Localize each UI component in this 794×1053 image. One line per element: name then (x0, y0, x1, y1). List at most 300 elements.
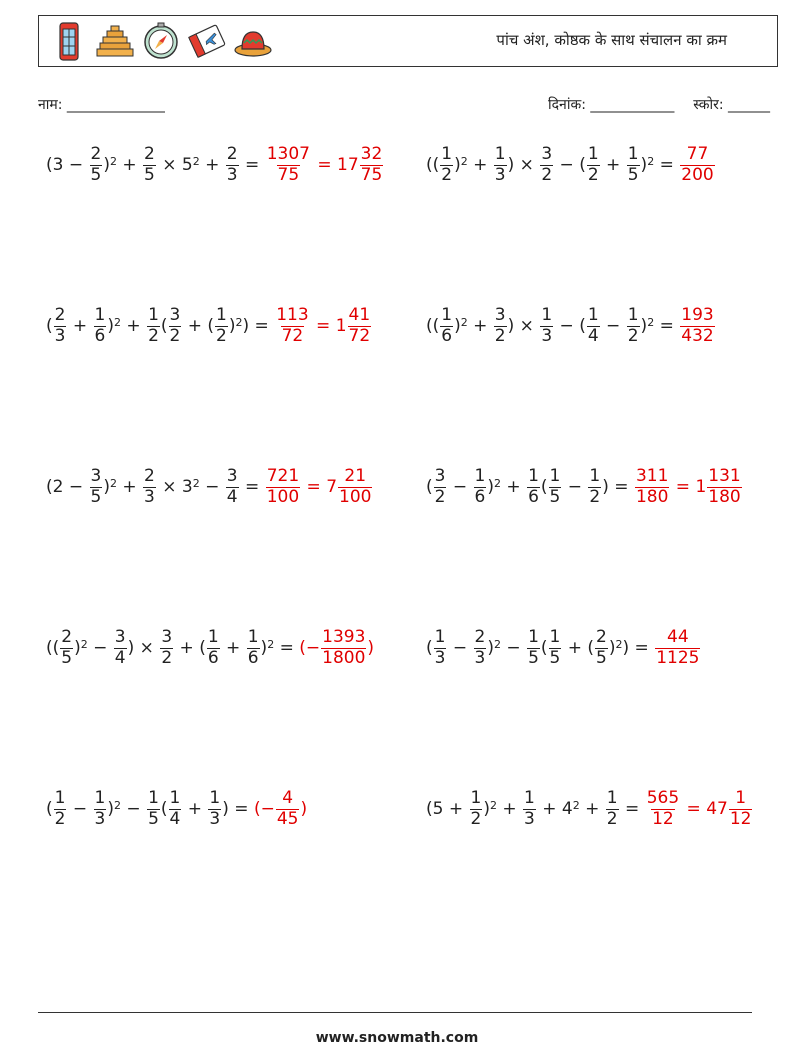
expr-text: − ( (554, 316, 586, 337)
expr-text: = (654, 155, 680, 176)
fraction (729, 790, 753, 829)
denominator: 2 (541, 164, 553, 185)
numerator: 1 (209, 788, 221, 808)
fraction (247, 629, 260, 668)
problem-8 (426, 629, 701, 668)
answer-expression (634, 468, 743, 507)
numerator: 1 (494, 144, 506, 164)
denominator: 72 (281, 325, 304, 346)
fraction (266, 468, 300, 507)
denominator: 6 (474, 486, 486, 507)
denominator: 2 (161, 647, 173, 668)
date-score-fields (548, 95, 770, 114)
problem-6 (426, 468, 743, 507)
answer-expression (679, 146, 715, 185)
score-field: स्कोर: ______ (693, 97, 770, 113)
fraction (655, 629, 700, 668)
denominator: 2 (441, 164, 453, 185)
phone-booth-icon (49, 20, 89, 62)
denominator: 180 (635, 486, 669, 507)
fraction (215, 307, 228, 346)
numerator: 1 (207, 627, 219, 647)
numerator: 1 (735, 788, 747, 808)
exponent: 2 (494, 637, 501, 651)
numerator: 1 (441, 144, 453, 164)
expr-text: ) (640, 316, 648, 337)
denominator: 5 (627, 164, 639, 185)
numerator: 2 (474, 627, 486, 647)
question-expression (426, 790, 645, 829)
numerator: 3 (494, 305, 506, 325)
numerator: 1 (148, 788, 159, 808)
numerator: 193 (681, 305, 714, 325)
fraction (321, 629, 366, 668)
numerator: 113 (276, 305, 309, 325)
fraction (527, 629, 540, 668)
expr-text: − (67, 799, 93, 820)
denominator: 5 (549, 486, 561, 507)
expr-text: − (447, 638, 473, 659)
denominator: 3 (524, 808, 535, 829)
expr-text: ) (103, 477, 110, 498)
pyramid-icon (95, 20, 135, 62)
expr-text: ( (540, 638, 548, 659)
fraction (276, 790, 300, 829)
header-icons (49, 20, 273, 62)
problem-2 (426, 146, 716, 185)
exponent: 2 (235, 315, 243, 329)
expr-text: ) (454, 155, 461, 176)
fraction (94, 790, 107, 829)
denominator: 2 (606, 808, 618, 829)
fraction (226, 146, 239, 185)
expr-text: − ( (554, 155, 586, 176)
expr-text: × 3 (156, 477, 193, 498)
denominator: 5 (528, 647, 539, 668)
denominator: 2 (587, 164, 599, 185)
fraction (540, 307, 553, 346)
denominator: 432 (681, 325, 714, 346)
answer-expression (265, 146, 385, 185)
numerator: 1307 (266, 144, 310, 164)
expr-text: ) (454, 316, 461, 337)
expr-text: = 47 (681, 799, 728, 820)
question-expression (426, 629, 654, 668)
expr-text: + (501, 477, 527, 498)
fraction (54, 790, 67, 829)
fraction (627, 307, 640, 346)
expr-text: − (121, 799, 147, 820)
expr-text: ) (487, 638, 494, 659)
expr-text: + (467, 155, 493, 176)
fraction (494, 146, 507, 185)
fraction (595, 629, 608, 668)
numerator: 1 (528, 466, 539, 486)
numerator: 3 (226, 466, 238, 486)
expr-text: ) (103, 155, 110, 176)
expr-text: ) (367, 638, 375, 659)
fraction (588, 468, 601, 507)
expr-text: ) = (602, 477, 634, 498)
numerator: 1 (434, 627, 446, 647)
expr-text: − (87, 638, 113, 659)
question-expression (46, 468, 265, 507)
expr-text: + 4 (536, 799, 573, 820)
fraction (474, 468, 487, 507)
fraction (440, 307, 453, 346)
exponent: 2 (647, 154, 655, 168)
expr-text: ) (483, 799, 490, 820)
expr-text: + (220, 638, 246, 659)
numerator: 1 (94, 788, 106, 808)
fraction (160, 629, 173, 668)
expr-text: ( (46, 316, 53, 337)
question-expression (426, 307, 679, 346)
question-expression (46, 629, 299, 668)
expr-text: ( (160, 799, 168, 820)
fraction (60, 629, 73, 668)
denominator: 4 (226, 486, 238, 507)
numerator: 2 (226, 144, 238, 164)
numerator: 77 (686, 144, 709, 164)
problem-3 (46, 307, 372, 346)
numerator: 44 (667, 627, 689, 647)
expr-text: (3 − (46, 155, 89, 176)
numerator: 565 (646, 788, 680, 808)
fraction (707, 468, 741, 507)
expr-text: (( (426, 316, 440, 337)
expr-text: = (274, 638, 300, 659)
expr-text: + ( (182, 316, 215, 337)
fraction (90, 146, 103, 185)
expr-text: − (199, 477, 225, 498)
fraction (348, 307, 372, 346)
numerator: 21 (344, 466, 367, 486)
numerator: 311 (635, 466, 669, 486)
fraction (606, 790, 619, 829)
problem-9 (46, 790, 307, 829)
denominator: 4 (169, 808, 181, 829)
denominator: 2 (148, 325, 159, 346)
expr-text: − (501, 638, 527, 659)
problem-10 (426, 790, 753, 829)
expr-text: (− (253, 799, 275, 820)
numerator: 41 (348, 305, 371, 325)
numerator: 2 (54, 305, 66, 325)
expr-text: (( (426, 155, 440, 176)
exponent: 2 (192, 154, 200, 168)
fraction (207, 629, 220, 668)
exponent: 2 (192, 476, 200, 490)
expr-text: + (116, 477, 143, 498)
numerator: 4 (282, 788, 294, 808)
answer-expression (679, 307, 715, 346)
numerator: 1 (94, 305, 106, 325)
expr-text: ) = (622, 638, 655, 659)
expr-text: ) (487, 477, 494, 498)
denominator: 180 (708, 486, 741, 507)
numerator: 1 (627, 144, 639, 164)
fraction (527, 468, 540, 507)
numerator: 1393 (322, 627, 366, 647)
numerator: 1 (441, 305, 453, 325)
numerator: 2 (596, 627, 607, 647)
sombrero-icon (233, 20, 273, 62)
numerator: 1 (247, 627, 259, 647)
denominator: 3 (54, 325, 66, 346)
fraction (680, 307, 714, 346)
fraction (540, 146, 553, 185)
denominator: 45 (276, 808, 299, 829)
denominator: 2 (434, 486, 446, 507)
question-expression (426, 146, 679, 185)
numerator: 2 (144, 466, 155, 486)
denominator: 12 (729, 808, 752, 829)
denominator: 100 (339, 486, 372, 507)
fraction (440, 146, 453, 185)
denominator: 6 (528, 486, 539, 507)
denominator: 5 (596, 647, 607, 668)
denominator: 5 (90, 486, 102, 507)
fraction (114, 629, 127, 668)
fraction (627, 146, 640, 185)
denominator: 2 (589, 486, 601, 507)
question-expression (426, 468, 634, 507)
denominator: 72 (348, 325, 371, 346)
expr-text: = 17 (311, 155, 359, 176)
expr-text: (− (299, 638, 321, 659)
expr-text: = (654, 316, 680, 337)
answer-expression (299, 629, 374, 668)
numerator: 2 (144, 144, 155, 164)
problem-5 (46, 468, 373, 507)
expr-text: − (600, 316, 626, 337)
answer-expression (265, 468, 374, 507)
exponent: 2 (114, 315, 121, 329)
expr-text: = (239, 155, 265, 176)
expr-text: ) (228, 316, 236, 337)
numerator: 1 (474, 466, 486, 486)
expr-text: × 5 (156, 155, 193, 176)
fraction (147, 307, 160, 346)
fraction (587, 307, 600, 346)
expr-text: + (116, 155, 143, 176)
expr-text: + ( (562, 638, 595, 659)
exponent: 2 (615, 637, 623, 651)
problem-4 (426, 307, 716, 346)
numerator: 32 (360, 144, 383, 164)
numerator: 1 (549, 627, 561, 647)
numerator: 3 (114, 627, 126, 647)
expr-text: ( (46, 799, 53, 820)
expr-text: = 1 (670, 477, 707, 498)
fraction (434, 629, 447, 668)
fraction (275, 307, 309, 346)
denominator: 6 (247, 647, 259, 668)
exponent: 2 (114, 798, 121, 812)
exponent: 2 (460, 315, 468, 329)
expr-text: ) × (127, 638, 160, 659)
expr-text: ( (426, 638, 433, 659)
fraction (646, 790, 680, 829)
header-box (38, 15, 778, 67)
expr-text: ) (300, 799, 308, 820)
denominator: 3 (434, 647, 446, 668)
expr-text: + (182, 799, 208, 820)
fraction (208, 790, 221, 829)
denominator: 6 (207, 647, 219, 668)
denominator: 2 (627, 325, 639, 346)
numerator: 1 (528, 627, 539, 647)
numerator: 3 (541, 144, 553, 164)
expr-text: ) (640, 155, 648, 176)
expr-text: + (579, 799, 605, 820)
numerator: 2 (61, 627, 73, 647)
denominator: 3 (94, 808, 106, 829)
plane-ticket-icon (187, 20, 227, 62)
denominator: 6 (441, 325, 453, 346)
exponent: 2 (109, 154, 117, 168)
exponent: 2 (80, 637, 88, 651)
answer-expression (645, 790, 754, 829)
numerator: 1 (54, 788, 66, 808)
problem-7 (46, 629, 374, 668)
fraction (94, 307, 107, 346)
exponent: 2 (489, 798, 497, 812)
numerator: 1 (606, 788, 618, 808)
fraction (523, 790, 536, 829)
fraction (680, 146, 714, 185)
numerator: 1 (169, 788, 181, 808)
numerator: 1 (549, 466, 561, 486)
fraction (434, 468, 447, 507)
fraction (143, 146, 156, 185)
expr-text: ) (608, 638, 616, 659)
denominator: 6 (94, 325, 106, 346)
expr-text: (( (46, 638, 60, 659)
expr-text: = 7 (301, 477, 338, 498)
denominator: 4 (114, 647, 126, 668)
expr-text: + (496, 799, 523, 820)
name-field: नाम: ______________ (38, 97, 165, 113)
expr-text: ) (260, 638, 268, 659)
denominator: 1800 (322, 647, 366, 668)
expr-text: + ( (174, 638, 206, 659)
denominator: 5 (90, 164, 102, 185)
denominator: 3 (144, 486, 155, 507)
fraction (494, 307, 507, 346)
numerator: 1 (587, 144, 599, 164)
answer-expression (654, 629, 701, 668)
expr-text: ( (160, 316, 168, 337)
expr-text: = 1 (310, 316, 347, 337)
expr-text: ) (107, 799, 114, 820)
expr-text: + (199, 155, 225, 176)
numerator: 1 (216, 305, 227, 325)
fraction (169, 790, 182, 829)
fraction (549, 468, 562, 507)
denominator: 2 (54, 808, 66, 829)
denominator: 2 (216, 325, 227, 346)
fraction (169, 307, 182, 346)
denominator: 5 (148, 808, 159, 829)
exponent: 2 (572, 798, 580, 812)
fraction (635, 468, 669, 507)
denominator: 100 (266, 486, 300, 507)
fraction (474, 629, 487, 668)
fraction (54, 307, 67, 346)
denominator: 3 (541, 325, 553, 346)
exponent: 2 (109, 476, 117, 490)
expr-text: ( (426, 477, 433, 498)
denominator: 3 (474, 647, 486, 668)
denominator: 200 (681, 164, 714, 185)
denominator: 4 (587, 325, 599, 346)
expr-text: + (121, 316, 147, 337)
question-expression (46, 790, 254, 829)
denominator: 12 (652, 808, 674, 829)
expr-text: ) (107, 316, 114, 337)
question-expression (46, 307, 274, 346)
expr-text: ( (540, 477, 548, 498)
denominator: 5 (61, 647, 73, 668)
denominator: 2 (470, 808, 482, 829)
numerator: 1 (148, 305, 159, 325)
expr-text: ) × (507, 155, 540, 176)
compass-icon (141, 20, 181, 62)
fraction (143, 468, 156, 507)
footer-divider (38, 1012, 752, 1013)
denominator: 75 (360, 164, 383, 185)
expr-text: + (67, 316, 93, 337)
numerator: 1 (470, 788, 482, 808)
numerator: 3 (161, 627, 173, 647)
fraction (549, 629, 562, 668)
expr-text: ) = (242, 316, 275, 337)
exponent: 2 (267, 637, 275, 651)
expr-text: (5 + (426, 799, 469, 820)
denominator: 2 (169, 325, 181, 346)
numerator: 1 (627, 305, 639, 325)
numerator: 2 (90, 144, 102, 164)
answer-expression (274, 307, 372, 346)
fraction (587, 146, 600, 185)
fraction (147, 790, 160, 829)
fraction (90, 468, 103, 507)
numerator: 131 (708, 466, 741, 486)
numerator: 3 (169, 305, 181, 325)
exponent: 2 (460, 154, 468, 168)
footer-url: www.snowmath.com (315, 1030, 479, 1046)
fraction (470, 790, 483, 829)
numerator: 1 (541, 305, 553, 325)
question-expression (46, 146, 265, 185)
numerator: 3 (90, 466, 102, 486)
denominator: 1125 (656, 647, 700, 668)
expr-text: = (239, 477, 265, 498)
expr-text: ) × (507, 316, 540, 337)
numerator: 1 (589, 466, 601, 486)
expr-text: + (600, 155, 626, 176)
denominator: 3 (226, 164, 238, 185)
denominator: 5 (144, 164, 155, 185)
numerator: 1 (524, 788, 535, 808)
problem-1 (46, 146, 384, 185)
worksheet-title: पांच अंश, कोष्ठक के साथ संचालन का क्रम (496, 31, 727, 49)
fraction (360, 146, 384, 185)
date-field: दिनांक: ____________ (548, 97, 675, 113)
expr-text: (2 − (46, 477, 89, 498)
